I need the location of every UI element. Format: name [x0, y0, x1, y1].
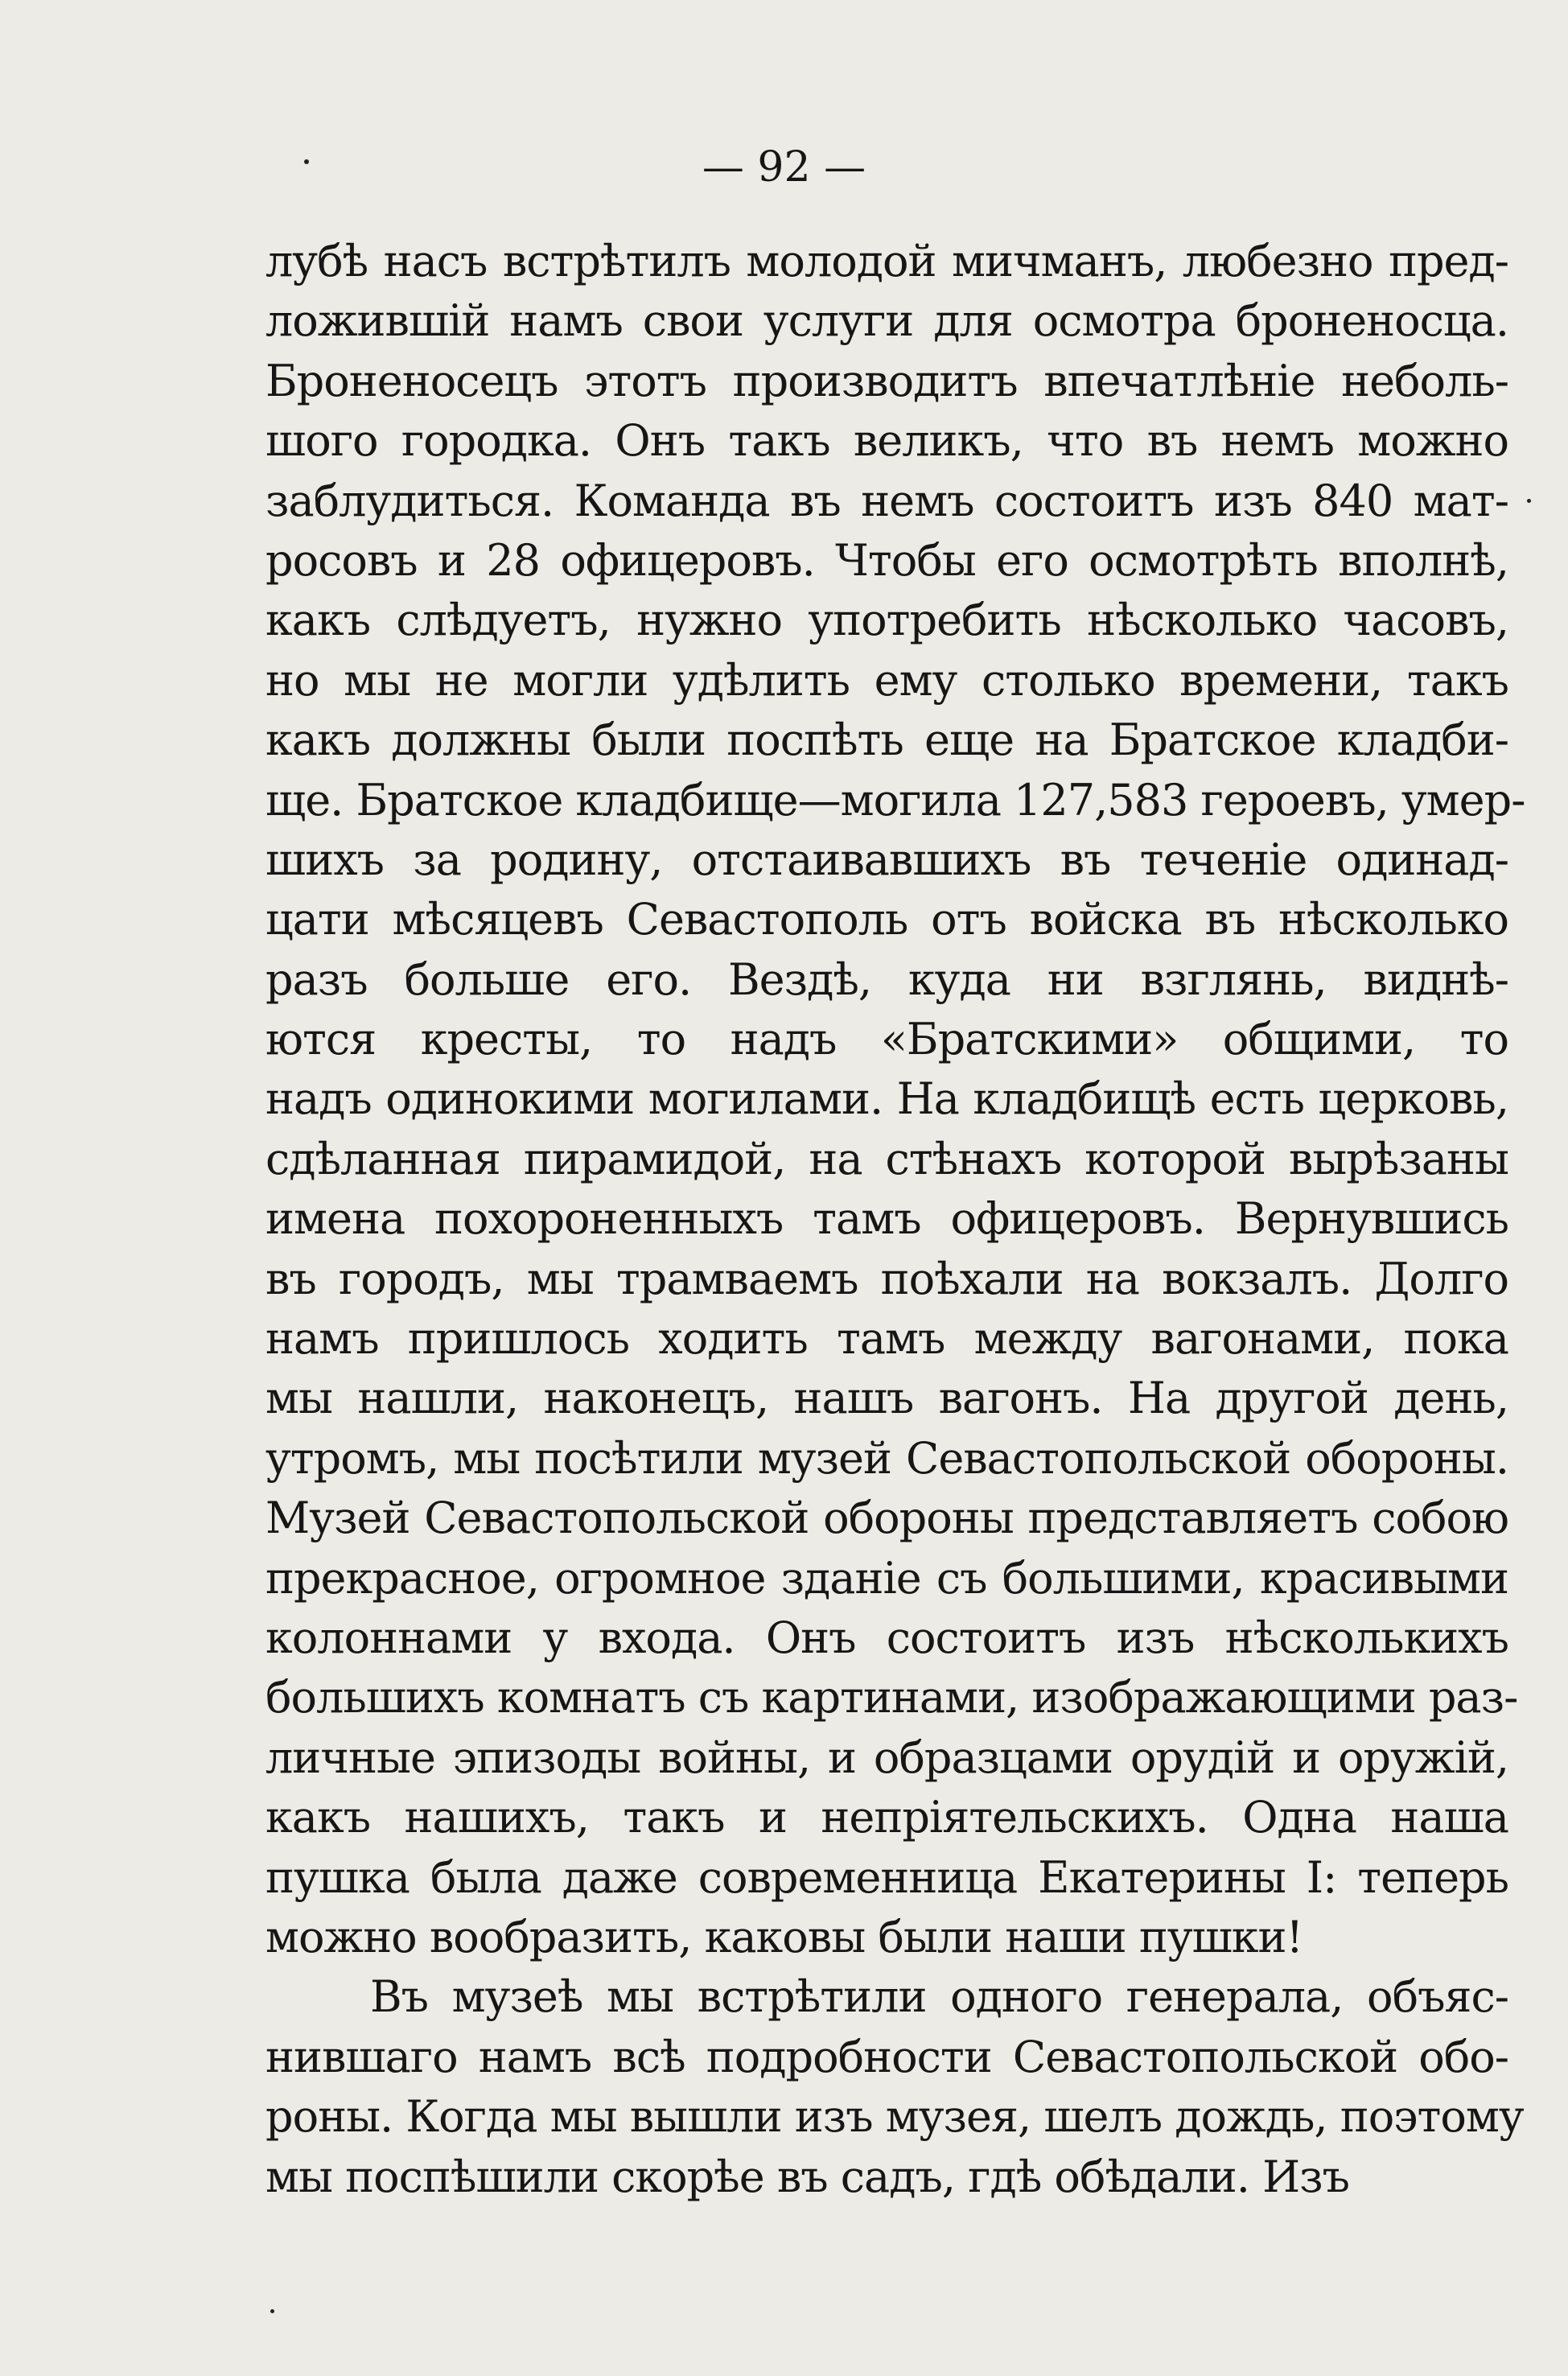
text-line: ложившій намъ свои услуги для осмотра броненосца. — [265, 295, 1508, 347]
text-line: ются кресты, то надъ «Братскими» общими, то — [265, 1014, 1508, 1065]
text-line: можно вообразить, каковы были наши пушки! — [265, 1911, 1303, 1962]
text-line: пушка была даже современница Екатерины I: теперь — [265, 1851, 1508, 1903]
text-line: имена похороненныхъ тамъ офицеровъ. Вернувшись — [265, 1193, 1508, 1245]
text-line: какъ нашихъ, такъ и непріятельскихъ. Одна наша — [265, 1792, 1508, 1843]
text-line: мы поспѣшили скорѣе въ садъ, гдѣ обѣдали. Изъ — [265, 2151, 1349, 2202]
speck-mark — [270, 2309, 274, 2313]
text-line: намъ пришлось ходить тамъ между вагонами, пока — [265, 1313, 1508, 1365]
text-line: цати мѣсяцевъ Севастополь отъ войска въ нѣсколько — [265, 894, 1508, 945]
text-line: мы нашли, наконецъ, нашъ вагонъ. На другой день, — [265, 1373, 1508, 1424]
text-line: прекрасное, огромное зданіе съ большими, красивыми — [265, 1552, 1508, 1604]
text-line: роны. Когда мы вышли изъ музея, шелъ дождь, поэтому — [265, 2091, 1524, 2143]
text-line: нившаго намъ всѣ подробности Севастопольской обо- — [265, 2031, 1508, 2082]
text-line: личные эпизоды войны, и образцами орудій и оружій, — [265, 1732, 1508, 1783]
speck-mark — [1527, 499, 1531, 503]
text-line: росовъ и 28 офицеровъ. Чтобы его осмотрѣть вполнѣ, — [265, 534, 1508, 586]
text-line: шихъ за родину, отстаивавшихъ въ теченіе одинад- — [265, 834, 1508, 885]
text-line: шого городка. Онъ такъ великъ, что въ немъ можно — [265, 415, 1508, 467]
text-line: Броненосецъ этотъ производитъ впечатлѣніе неболь- — [265, 355, 1508, 406]
text-line: колоннами у входа. Онъ состоитъ изъ нѣсколькихъ — [265, 1612, 1508, 1663]
text-line: какъ слѣдуетъ, нужно употребить нѣсколько часовъ, — [265, 595, 1508, 646]
text-line: сдѣланная пирамидой, на стѣнахъ которой вырѣзаны — [265, 1133, 1508, 1184]
text-line: заблудиться. Команда въ немъ состоитъ изъ 840 мат- — [265, 475, 1508, 526]
body-text — [265, 232, 1525, 2207]
text-line: Въ музеѣ мы встрѣтили одного генерала, объяс- — [370, 1971, 1508, 2023]
text-line: лубѣ насъ встрѣтилъ молодой мичманъ, любезно пред- — [265, 236, 1508, 286]
text-line: Музей Севастопольской обороны представляетъ собою — [265, 1493, 1508, 1544]
text-line: но мы не могли удѣлить ему столько времени, такъ — [265, 654, 1508, 706]
text-line: какъ должны были поспѣть еще на Братское кладби- — [265, 714, 1508, 766]
text-line: надъ одинокими могилами. На кладбищѣ есть церковь, — [265, 1073, 1508, 1125]
text-line: большихъ комнатъ съ картинами, изображающими раз- — [265, 1672, 1518, 1723]
text-line: утромъ, мы посѣтили музей Севастопольской обороны. — [265, 1432, 1508, 1484]
text-line: въ городъ, мы трамваемъ поѣхали на вокзалъ. Долго — [265, 1253, 1508, 1304]
page-number: — 92 — — [702, 143, 866, 191]
text-line: ще. Братское кладбище—могила 127,583 героевъ, умер- — [265, 774, 1525, 826]
text-line: разъ больше его. Вездѣ, куда ни взглянь, виднѣ- — [265, 953, 1508, 1005]
